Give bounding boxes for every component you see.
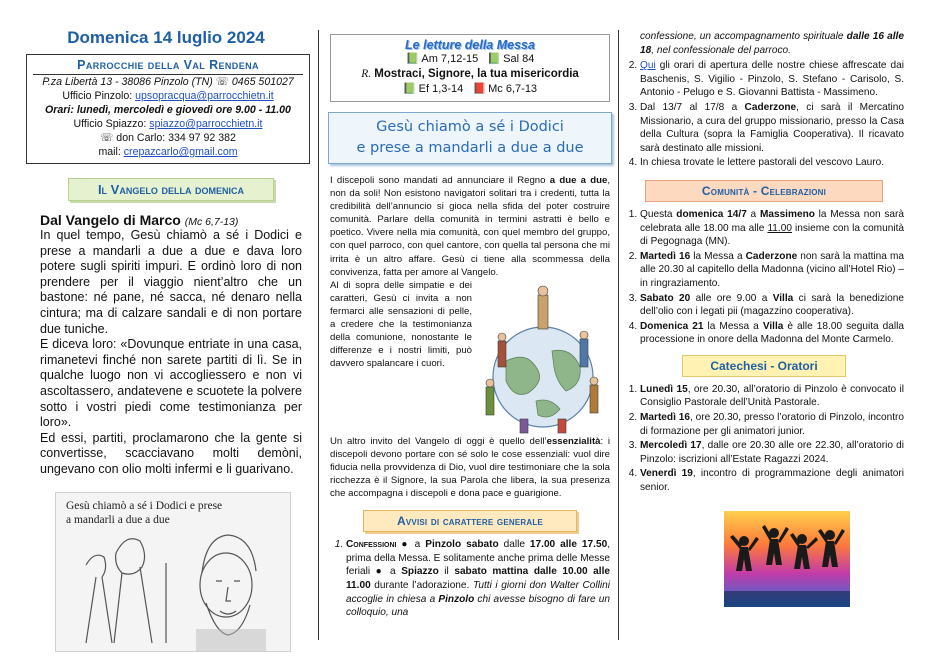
- book-icon: 📗: [405, 53, 420, 65]
- catechesi-item: 4. Venerdì 19, incontro di programmazione degli animatori senior.: [640, 467, 904, 494]
- column-right: [624, 30, 904, 607]
- book-icon: 📗: [402, 83, 417, 95]
- theme-line: e prese a mandarli a due a due: [356, 140, 584, 156]
- column-divider: [618, 30, 619, 640]
- avvisi-section-title: Avvisi di carattere generale: [363, 510, 577, 532]
- avvisi-continuation: confessione, un accompagnamento spirituale dalle 16 alle 18, nel confessionale del parroco.: [640, 31, 904, 56]
- celebrazioni-item: 1. Questa domenica 14/7 a Massimeno la Messa non sarà celebrata alle 18.00 ma alle 11.00 insieme con la comunità di Pegognaga (MN).: [640, 208, 904, 249]
- catechesi-item: 3. Mercoledì 17, dalle ore 20.30 alle ore 22.30, all’oratorio di Pinzolo: iscrizioni all’Estate Ragazzi 2024.: [640, 439, 904, 466]
- column-divider: [318, 30, 319, 640]
- reflection-paragraph: Un altro invito del Vangelo di oggi è quello dell’essenzialità: i discepoli devono portare con sé solo le cose essenziali: vuol dire fiducia nella provvidenza di Dio, vuol dire testimoniare che la sola ricchezza è il Signore, la sua Parola che libera, la sua presenza che accompagna i discepoli e dona pace e guarigione.: [330, 435, 610, 500]
- avvisi-item: 4. In chiesa trovate le lettere pastorali del vescovo Lauro.: [640, 156, 904, 170]
- reflection-with-image: [330, 279, 610, 435]
- jesus-sketch-illustration: [55, 492, 291, 652]
- kids-silhouettes: [724, 511, 850, 607]
- parish-address: P.za Libertà 13 - 38086 Pinzolo (TN) ☏ 0465 501027: [42, 76, 294, 88]
- office-spiazzo: Ufficio Spiazzo: spiazzo@parrocchietn.it: [73, 118, 263, 130]
- gospel-reference: (Mc 6,7-13): [184, 216, 239, 228]
- reflection-paragraph: Al di sopra delle simpatie e dei caratteri, Gesù ci invita a non fermarci alle sensazioni di pelle, a credere che la testimonianza della comunione, nonostante le differenze e i nostri limiti, può davvero spalancare i cuori.: [330, 279, 472, 370]
- church-hours-link[interactable]: Qui: [640, 60, 656, 72]
- sketch-caption-line: a mandarli a due a due: [66, 513, 170, 526]
- celebrazioni-item: 2. Martedì 16 la Messa a Caderzone non sarà la mattina ma alle 20.30 al capitello della Madonna (vicino all’Hotel Rio) – in ringraziamento.: [640, 250, 904, 291]
- spiazzo-email-link[interactable]: spiazzo@parrocchietn.it: [149, 118, 263, 130]
- parish-name: Parrocchie della Val Rendena: [33, 58, 303, 75]
- office-pinzolo: Ufficio Pinzolo: upsopracqua@parrocchietn.it: [62, 90, 274, 102]
- column-left: [40, 28, 302, 652]
- date-title: Domenica 14 luglio 2024: [67, 28, 265, 47]
- gospel-paragraph: Ed essi, partiti, proclamarono che la gente si convertisse, scacciavano molti demòni, ungevano con olio molti infermi e li guarivano.: [40, 430, 302, 476]
- office-hours: Orari: lunedì, mercoledì e giovedì ore 9.00 - 11.00: [45, 104, 291, 116]
- don-carlo-phone: ☏ don Carlo: 334 97 92 382: [100, 132, 236, 144]
- psalm-response: R. Mostraci, Signore, la tua misericordia: [361, 68, 579, 80]
- celebrazioni-item: 3. Sabato 20 alle ore 9.00 a Villa ci sarà la benedizione dell’olio con i legati pii (magazzino cooperativa).: [640, 292, 904, 319]
- gospel-paragraph: In quel tempo, Gesù chiamò a sé i Dodici e prese a mandarli a due a due e dava loro potere sugli spiriti impuri. E ordinò loro di non prendere per il viaggio nient’altro che un bastone: né pane, né sacca, né denaro nella cintura; ma di calzare sandali e di non portare due tuniche.: [40, 228, 302, 336]
- catechesi-item: 1. Lunedì 15, ore 20.30, all’oratorio di Pinzolo è convocato il Consiglio Pastorale dell’Unità Pastorale.: [640, 383, 904, 410]
- avvisi-list-continued: [624, 59, 904, 170]
- sketch-caption-line: Gesù chiamò a sé i Dodici e prese: [66, 499, 223, 512]
- gospel-title: Dal Vangelo di Marco (Mc 6,7-13): [40, 212, 239, 228]
- parish-info-box: [26, 54, 310, 164]
- readings-box: [330, 34, 610, 102]
- reflection-paragraph: I discepoli sono mandati ad annunciare il Regno a due a due, non da soli! Non esistono navigatori solitari tra i credenti, tutta la credibilità dell’annuncio si gioca nella sfida del poter costruire comunità. Parlare della comunità in termini astratti è bello e poetico. Vivere nella mia comunità, con quel membro del gruppo, con quel parroco, con quel cantore, con quella tal persona che mi irrita è un altro affare. Gesù ci tiene alla scommessa della convivenza, fatta per amore al Vangelo.: [330, 175, 611, 278]
- comunita-section-title: Comunità - Celebrazioni: [645, 180, 883, 202]
- celebrazioni-item: 4. Domenica 21 la Messa a Villa è alle 18.00 seguita dalla processione in onore della Madonna del Monte Carmelo.: [640, 320, 904, 347]
- mail-line: mail: crepazcarlo@gmail.com: [98, 146, 238, 158]
- gospel-paragraph: E diceva loro: «Dovunque entriate in una casa, rimanetevi finché non sarete partiti di lì. Se in qualche luogo non vi accogliessero e non vi ascoltassero, andatevene e scuotete la polvere sotto i vostri piedi come testimonianza per loro».: [40, 337, 302, 430]
- catechesi-list: [624, 383, 904, 495]
- book-icon: 📕: [472, 83, 487, 95]
- pinzolo-email-link[interactable]: upsopracqua@parrocchietn.it: [135, 90, 274, 102]
- avvisi-list: [330, 538, 610, 620]
- book-icon: 📗: [487, 53, 502, 65]
- readings-title: Le letture della Messa: [405, 38, 535, 52]
- theme-banner: [328, 112, 612, 164]
- gospel-section-title: Il Vangelo della domenica: [68, 178, 274, 201]
- theme-line: Gesù chiamò a sé i Dodici: [376, 119, 564, 135]
- globe-disciples-illustration: [476, 281, 610, 435]
- avvisi-item: 3. Dal 13/7 al 17/8 a Caderzone, ci sarà il Mercatino Missionario, a cura del gruppo missionario, presso la Casa della Cultura (sopra la Famiglia Cooperativa). Il ricavato sarà destinato alle missioni.: [640, 101, 904, 155]
- readings-line: 📗 Ef 1,3-14 📕 Mc 6,7-13: [402, 83, 538, 95]
- crepaz-email-link[interactable]: crepazcarlo@gmail.com: [123, 146, 238, 158]
- catechesi-item: 2. Martedì 16, ore 20.30, presso l’oratorio di Pinzolo, incontro di formazione per gli animatori junior.: [640, 411, 904, 438]
- catechesi-section-title: Catechesi - Oratori: [682, 355, 846, 377]
- avvisi-item: 1. Confessioni ● a Pinzolo sabato dalle 17.00 alle 17.50, prima della Messa. E solitamente anche prima delle Messe feriali ● a Spiazzo il sabato mattina dalle 10.00 alle 11.00 durante l’adorazione. Tutti i giorni don Walter Collini accoglie in chiesa a Pinzolo chi avesse bisogno di fare un colloquio, una: [346, 538, 610, 620]
- jumping-kids-illustration: [724, 511, 850, 607]
- avvisi-item: 2. Qui gli orari di apertura delle nostre chiese affrescate dai Baschenis, S. Vigilio - Pinzolo, S. Stefano - Carisolo, S. Antonio - Pelugo e S. Giovanni Battista - Massimeno.: [640, 59, 904, 100]
- celebrazioni-list: [624, 208, 904, 347]
- readings-line: 📗 Am 7,12-15 📗 Sal 84: [405, 53, 535, 65]
- column-middle: [330, 34, 610, 621]
- sketch-drawing: [56, 493, 291, 652]
